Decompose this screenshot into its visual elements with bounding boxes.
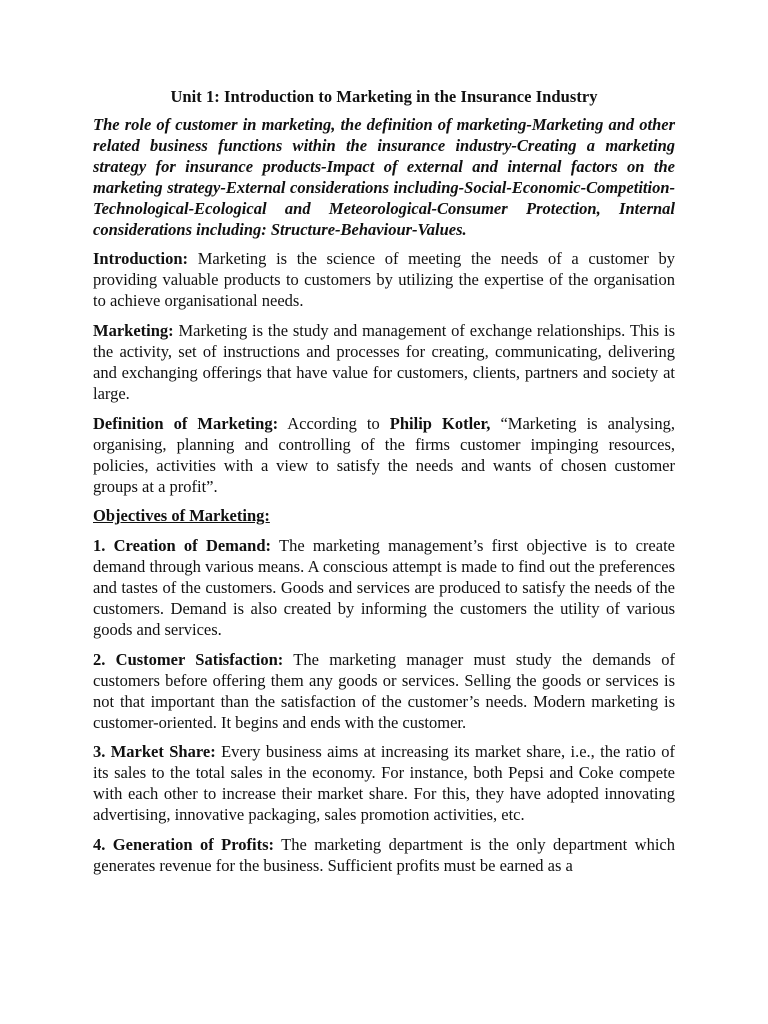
objective-label: 1. Creation of Demand: [93,536,272,556]
marketing-paragraph [93,321,675,405]
introduction-paragraph [93,249,675,312]
document-page [93,86,675,886]
objectives-heading: Objectives of Marketing: [93,506,270,526]
objective-text: The marketing management’s first objective is to create demand through various means. A conscious attempt is made to find out the preferences and tastes of the customers. Goods and services are produced to satisfy the needs of the customers. Demand is also created by informing the customers the utility of various goods and services. [93,536,675,639]
document-title: Unit 1: Introduction to Marketing in the Insurance Industry [170,87,598,106]
unit-summary: The role of customer in marketing, the definition of marketing-Marketing and other related business functions within the insurance industry-Creating a marketing strategy for insurance products-Impact of external and internal factors on the marketing strategy-External considerations including-Social-Economic-Competition-Technological-Ecological and Meteorological-Consumer Protection, Internal considerations including: Structure-Behaviour-Values. [93,115,675,239]
objective-label: 4. Generation of Profits: [93,835,275,855]
marketing-text: Marketing is the study and management of exchange relationships. This is the activity, set of instructions and processes for creating, communicating, delivering and exchanging offerings that have value for customers, clients, partners and society at large. [93,321,675,403]
objective-paragraph [93,835,675,877]
introduction-label: Introduction: [93,249,189,269]
objective-paragraph [93,536,675,641]
objective-paragraph [93,742,675,826]
objective-label: 3. Market Share: [93,742,216,762]
objective-text: The marketing manager must study the demands of customers before offering them any goods or services. Selling the goods or services is not that important than the satisfaction of the customer’s needs. Modern marketing is customer-oriented. It begins and ends with the customer. [93,649,675,732]
marketing-label: Marketing: [93,321,174,341]
objective-text: Every business aims at increasing its market share, i.e., the ratio of its sales to the total sales in the economy. For instance, both Pepsi and Coke compete with each other to increase their market share. For this, they have adopted innovating advertising, innovative packaging, sales promotion activities, etc. [93,742,676,825]
objective-paragraph [93,650,675,734]
definition-text-after: “Marketing is analysing, organising, planning and controlling of the firms customer impinging resources, policies, activities with a view to satisfy the needs and wants of chosen customer groups at a profit”. [93,413,675,496]
definition-label: Definition of Marketing: [93,413,279,433]
introduction-text: Marketing is the science of meeting the needs of a customer by providing valuable products to customers by utilizing the expertise of the organisation to achieve organisational needs. [93,249,675,311]
definition-text-before: According to [278,413,390,433]
objective-text: The marketing department is the only department which generates revenue for the business. Sufficient profits must be earned as a [93,835,675,875]
definition-author: Philip Kotler, [389,413,491,433]
objective-label: 2. Customer Satisfaction: [93,649,284,669]
definition-paragraph [93,414,675,498]
